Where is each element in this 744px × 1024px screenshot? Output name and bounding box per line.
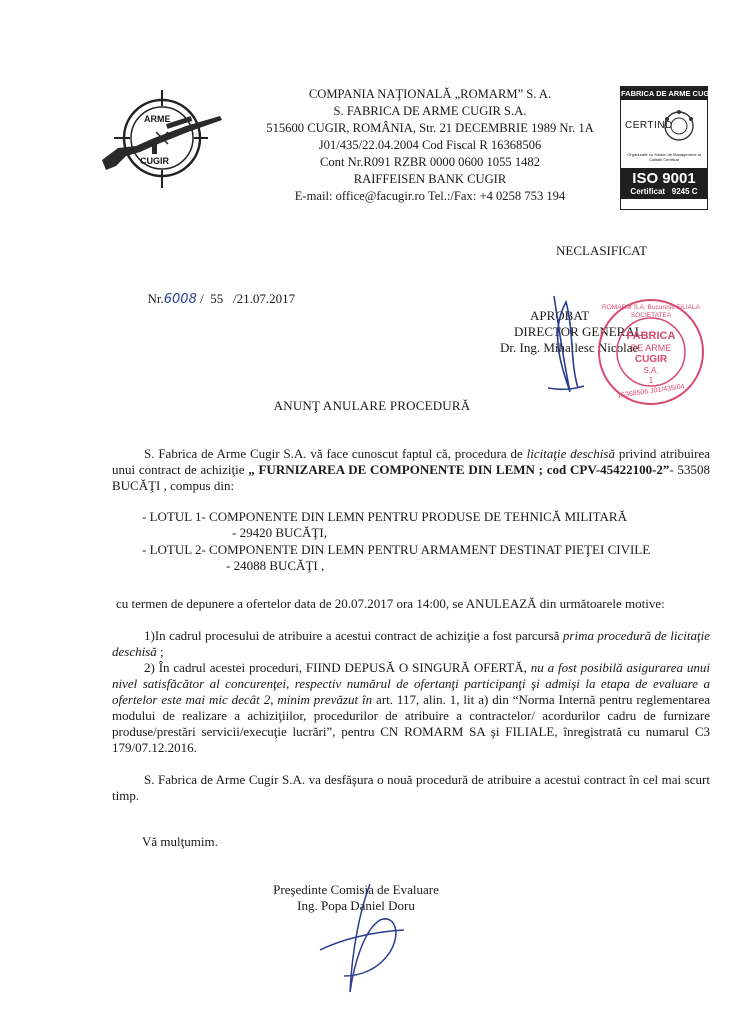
- president-signature: [300, 880, 410, 1000]
- stamp-center-1: FABRICA: [626, 330, 676, 342]
- lot-2-quantity: - 24088 BUCĂŢI ,: [226, 558, 325, 573]
- lot-1-quantity: - 29420 BUCĂŢI,: [232, 525, 327, 540]
- lot-2: [142, 542, 650, 574]
- header-line-5: Cont Nr.R091 RZBR 0000 0600 1055 1482: [319, 155, 541, 169]
- intro-contract-name: „ FURNIZAREA DE COMPONENTE DIN LEMN ; cod CPV-45422100-2”: [248, 462, 670, 477]
- company-header: [238, 86, 622, 205]
- lot-1-title: - LOTUL 1- COMPONENTE DIN LEMN PENTRU PRODUSE DE TEHNICĂ MILITARĂ: [142, 509, 627, 524]
- paragraph-intro: [112, 446, 710, 494]
- stamp-center-4: S.A.: [643, 366, 659, 375]
- header-line-2: S. FABRICA DE ARME CUGIR S.A.: [333, 104, 527, 118]
- reference-handwritten-number: 6008: [163, 292, 197, 307]
- header-line-7: E-mail: office@facugir.ro Tel.:/Fax: +4 0258 753 194: [294, 189, 566, 203]
- intro-text-c: privind atribuirea unui contract de achiziţie: [112, 446, 711, 477]
- certind-logo: [621, 100, 707, 152]
- stamp-bottom-text: 16368506 J01/435/04: [616, 383, 686, 400]
- cert-small-text: Organizatie cu Sistem de Management al Calitatii Certificat: [627, 152, 701, 162]
- reason-1-text-a: 1)In cadrul procesului de atribuire a acestui contract de achiziţie a fost parcursă: [144, 628, 563, 643]
- company-stamp: [596, 296, 706, 408]
- intro-procedure-type: licitaţie deschisă: [526, 446, 615, 461]
- cert-brand: CERTIND: [625, 120, 673, 131]
- stamp-center-2: DE ARME: [630, 343, 672, 353]
- reference-prefix: Nr.: [147, 291, 164, 306]
- approval-line-3: Dr. Ing. Mihailesc Nicolae: [500, 340, 639, 355]
- lot-2-title: - LOTUL 2- COMPONENTE DIN LEMN PENTRU ARMAMENT DESTINAT PIEŢEI CIVILE: [142, 542, 651, 557]
- reason-1-italic: prima procedură de licitaţie deschisă: [112, 628, 711, 659]
- classification-label: NECLASIFICAT: [556, 243, 648, 258]
- reason-2-text-c: art. 117, alin. 1, lit a) din “Norma Internă pentru reglementarea modului de realizare a achiziţiilor, procedurilor de atribuire a contractelor/ acordurilor cadru de furnizare produse/prestări servicii/execuţie lucrări”, pentru CN ROMARM SA şi FILIALE, înregistrată cu numarul C3 179/07.12.2016.: [112, 692, 710, 755]
- header-line-6: RAIFFEISEN BANK CUGIR: [353, 172, 507, 186]
- signature-role: Preşedinte Comisia de Evaluare: [273, 882, 439, 897]
- paragraph-deadline: cu termen de depunere a ofertelor data de 20.07.2017 ora 14:00, se ANULEAZĂ din următoarele motive:: [116, 596, 665, 611]
- reason-1: [112, 628, 710, 660]
- cert-top-label: FABRICA DE ARME CUGIR: [621, 89, 717, 98]
- approval-line-2: DIRECTOR GENERAL: [514, 324, 643, 339]
- approval-line-1: APROBAT: [530, 308, 590, 323]
- reason-2: [112, 660, 710, 756]
- paragraph-new-procedure: S. Fabrica de Arme Cugir S.A. va desfăşura o nouă procedură de atribuire a acestui contract în cel mai scurt timp.: [112, 772, 710, 803]
- intro-text-e: - 53508 BUCĂŢI , compus din:: [112, 462, 710, 493]
- director-signature: [540, 292, 590, 402]
- header-line-3: 515600 CUGIR, ROMÂNIA, Str. 21 DECEMBRIE 1989 Nr. 1A: [266, 121, 594, 135]
- header-line-4: J01/435/22.04.2004 Cod Fiscal R 16368506: [318, 138, 542, 152]
- header-line-1: COMPANIA NAŢIONALĂ „ROMARM” S. A.: [308, 87, 552, 101]
- logo-text-bottom: CUGIR: [140, 156, 169, 166]
- reason-1-text-c: ;: [156, 644, 164, 659]
- stamp-ring-text: ROMARM S.A. Bucureşti FILIALA SOCIETATEA: [602, 304, 700, 319]
- company-logo: [96, 76, 226, 194]
- cert-number: Certificat 9245 C: [621, 187, 707, 199]
- reference-rest: / 55 /21.07.2017: [196, 291, 296, 306]
- cert-iso: ISO 9001: [621, 168, 707, 187]
- lot-1: [142, 509, 627, 541]
- iso-certificate-badge: [620, 86, 717, 210]
- stamp-number: 1: [648, 376, 654, 385]
- signature-name: Ing. Popa Daniel Doru: [297, 898, 415, 913]
- document-title: ANUNŢ ANULARE PROCEDURĂ: [273, 398, 471, 413]
- intro-text-a: S. Fabrica de Arme Cugir S.A. vă face cunoscut faptul că, procedura de: [144, 446, 527, 461]
- reason-2-text-a: 2) În cadrul acestei proceduri, FIIND DEPUSĂ O SINGURĂ OFERTĂ,: [144, 660, 531, 675]
- reference-number: [141, 275, 295, 307]
- reason-2-italic: nu a fost posibilă asigurarea unui nivel satisfăcător al concurenţei, respectiv numărul de ofertanţi participanţi şi admişi la etapa de evaluare a ofertelor este mai mic decât 2, minim prevăzut în: [112, 660, 710, 707]
- stamp-center-3: CUGIR: [634, 354, 668, 365]
- logo-text-top: ARME: [144, 114, 171, 124]
- thanks-text: Vă mulţumim.: [142, 834, 218, 849]
